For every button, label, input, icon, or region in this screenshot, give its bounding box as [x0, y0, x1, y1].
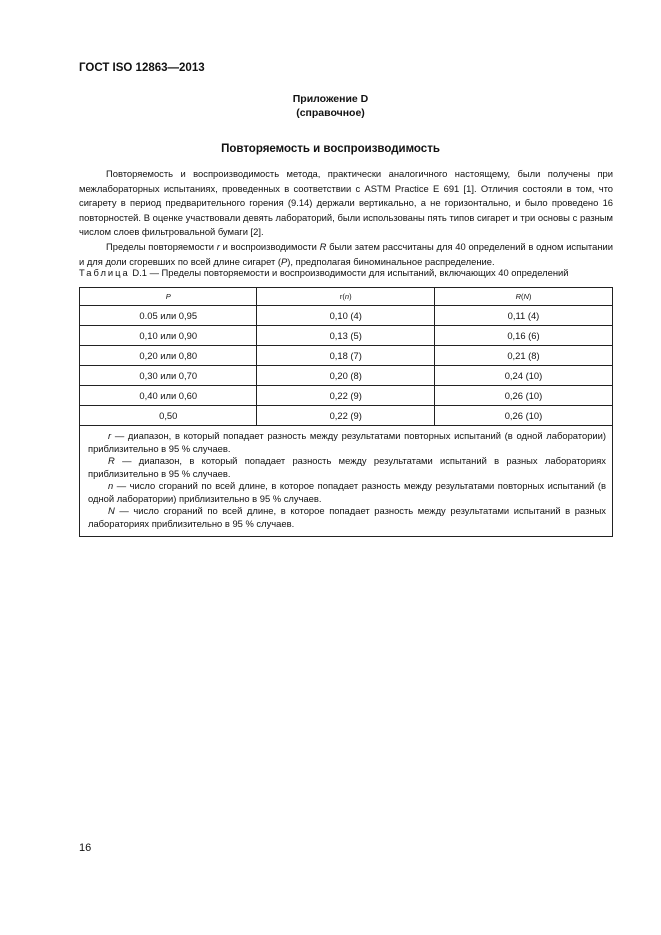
table-row — [80, 306, 613, 326]
cell-p: 0,20 или 0,80 — [80, 346, 257, 366]
paragraph-2-text-c: и воспроизводимости — [219, 240, 320, 252]
cell-r: 0,22 (9) — [257, 386, 434, 406]
header-r-close: ) — [349, 292, 352, 301]
cell-r: 0,18 (7) — [257, 346, 434, 366]
cell-R: 0,11 (4) — [434, 306, 612, 326]
note-r — [88, 430, 606, 455]
header-R — [434, 288, 612, 306]
appendix-heading — [0, 92, 661, 120]
note-R-text: — диапазон, в который попадает разность между результатами испытаний в разных лабораториях приблизительно в 95 % случаев. — [88, 455, 606, 479]
table-row — [80, 366, 613, 386]
note-R-symbol: R — [108, 455, 115, 466]
table-header-row — [80, 288, 613, 306]
table-row — [80, 386, 613, 406]
table-row — [80, 406, 613, 426]
paragraph-2-text-e: были затем рассчитаны для 40 определений в одном испытании и для доли сгоревших по всей длине сигарет ( — [79, 240, 613, 267]
note-r-symbol: r — [108, 430, 112, 441]
cell-R: 0,24 (10) — [434, 366, 612, 386]
note-R — [88, 455, 606, 480]
table-notes — [80, 426, 613, 537]
note-N-text: — число сгораний по всей длине, в которое попадает разность между результатами испытаний в разных лабораториях приблизительно в 95 % случаев. — [88, 505, 606, 529]
table-caption — [79, 267, 619, 278]
appendix-subtitle: (справочное) — [296, 107, 365, 119]
cell-p: 0.05 или 0,95 — [80, 306, 257, 326]
page-number: 16 — [79, 842, 92, 854]
table-caption-text: D.1 — Пределы повторяемости и воспроизводимости для испытаний, включающих 40 определений — [129, 267, 569, 278]
note-n — [88, 480, 606, 505]
cell-R: 0,21 (8) — [434, 346, 612, 366]
repeatability-table — [79, 287, 613, 537]
document-header: ГОСТ ISO 12863—2013 — [79, 62, 205, 74]
note-n-text: — число сгораний по всей длине, в которое попадает разность между результатами повторных испытаний (в одной лаборатории) приблизительно в 95 % случаев. — [88, 480, 606, 504]
cell-R: 0,16 (6) — [434, 326, 612, 346]
symbol-r: r — [216, 240, 220, 252]
header-R-open: ( — [520, 292, 524, 301]
header-r-n: n — [344, 292, 350, 301]
header-p — [80, 288, 257, 306]
header-r — [257, 288, 434, 306]
cell-p: 0,40 или 0,60 — [80, 386, 257, 406]
note-n-symbol: n — [108, 480, 114, 491]
cell-p: 0,50 — [80, 406, 257, 426]
paragraph-1-text: Повторяемость и воспроизводимость метода, практически аналогичного настоящему, были получены при межлабораторных испытаниях, проведенных в соответствии с ASTM Practice E 691 [1]. Отличия состояли в том, что сигарету в период предварительного горения (9.14) держали вертикально, а не горизонтально, и было проведено 16 повторностей. В оценке участвовали девять лабораторий, были использованы пять типов сигарет и три основы с разным числом слоев фильтровальной бумаги [2]. — [79, 168, 613, 238]
note-r-text: — диапазон, в который попадает разность между результатами повторных испытаний (в одной лаборатории) приблизительно в 95 % случаев. — [88, 430, 606, 454]
paragraph-2-text-g: ), предполагая биноминальное распределение. — [287, 255, 495, 267]
cell-R: 0,26 (10) — [434, 406, 612, 426]
symbol-P: P — [281, 255, 288, 267]
cell-p: 0,30 или 0,70 — [80, 366, 257, 386]
table-row — [80, 346, 613, 366]
header-p-label: P — [165, 292, 171, 301]
header-r-symbol: r — [339, 292, 343, 301]
header-R-close: ) — [528, 292, 532, 301]
appendix-title: Приложение D — [292, 93, 369, 105]
paragraph-1 — [79, 167, 613, 240]
table-row — [80, 326, 613, 346]
table-notes-row — [80, 426, 613, 537]
header-R-N: N — [523, 292, 529, 301]
cell-r: 0,20 (8) — [257, 366, 434, 386]
section-title: Повторяемость и воспроизводимость — [221, 143, 440, 155]
table-caption-label: Таблица — [79, 267, 130, 278]
cell-R: 0,26 (10) — [434, 386, 612, 406]
header-R-symbol: R — [515, 292, 521, 301]
paragraph-2 — [79, 240, 613, 269]
cell-r: 0,22 (9) — [257, 406, 434, 426]
note-N — [88, 505, 606, 530]
header-r-open: ( — [342, 292, 345, 301]
note-N-symbol: N — [108, 505, 115, 516]
cell-p: 0,10 или 0,90 — [80, 326, 257, 346]
paragraph-2-text-a: Пределы повторяемости — [106, 240, 217, 252]
cell-r: 0,10 (4) — [257, 306, 434, 326]
symbol-R: R — [319, 240, 327, 252]
body-text — [79, 167, 613, 269]
cell-r: 0,13 (5) — [257, 326, 434, 346]
